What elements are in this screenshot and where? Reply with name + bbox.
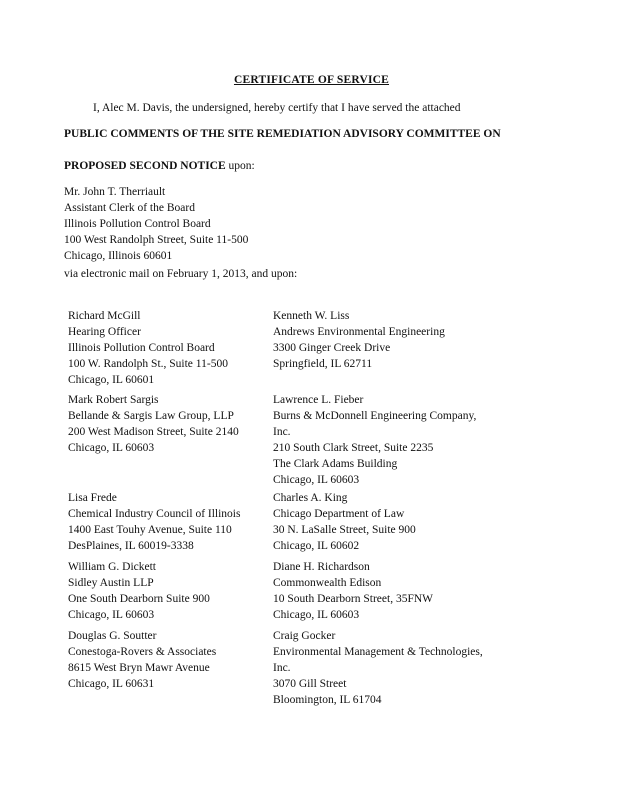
service-address-line: Craig Gocker	[273, 630, 336, 642]
service-address-line: Chicago, IL 60603	[68, 442, 155, 454]
service-address-line: 3300 Ginger Creek Drive	[273, 342, 391, 354]
service-address-line: Lisa Frede	[68, 492, 117, 504]
via-electronic-mail-text: via electronic mail on February 1, 2013, and upon:	[64, 268, 298, 280]
service-address-line: Hearing Officer	[68, 326, 141, 338]
service-address-block	[68, 308, 288, 388]
primary-recipient-address	[64, 184, 364, 264]
service-address-block	[68, 392, 288, 456]
service-address-line: Bloomington, IL 61704	[273, 694, 382, 706]
service-address-line: DesPlaines, IL 60019-3338	[68, 540, 194, 552]
service-address-line: Mark Robert Sargis	[68, 394, 159, 406]
service-address-line: 1400 East Touhy Avenue, Suite 110	[68, 524, 232, 536]
service-address-line: Richard McGill	[68, 310, 141, 322]
service-address-line: 3070 Gill Street	[273, 678, 347, 690]
service-address-line: 100 W. Randolph St., Suite 11-500	[68, 358, 228, 370]
service-address-block	[273, 490, 513, 554]
service-address-line: Douglas G. Soutter	[68, 630, 157, 642]
recipient-city: Chicago, Illinois 60601	[64, 250, 173, 262]
document-title-line2-block	[64, 158, 584, 174]
service-address-line: 30 N. LaSalle Street, Suite 900	[273, 524, 416, 536]
document-title-line2: PROPOSED SECOND NOTICE	[64, 160, 226, 172]
recipient-street: 100 West Randolph Street, Suite 11-500	[64, 234, 249, 246]
service-address-line: Chicago, IL 60603	[68, 609, 155, 621]
service-address-line: Kenneth W. Liss	[273, 310, 350, 322]
service-address-line: The Clark Adams Building	[273, 458, 398, 470]
service-address-line: 200 West Madison Street, Suite 2140	[68, 426, 239, 438]
service-address-line: Environmental Management & Technologies,	[273, 646, 483, 658]
recipient-name: Mr. John T. Therriault	[64, 186, 166, 198]
service-address-block	[68, 559, 288, 623]
service-address-line: Sidley Austin LLP	[68, 577, 154, 589]
service-address-line: Andrews Environmental Engineering	[273, 326, 445, 338]
service-address-block	[68, 628, 288, 692]
service-address-line: Burns & McDonnell Engineering Company,	[273, 410, 477, 422]
service-address-line: Chicago, IL 60602	[273, 540, 360, 552]
service-address-line: Chemical Industry Council of Illinois	[68, 508, 241, 520]
service-address-line: 8615 West Bryn Mawr Avenue	[68, 662, 210, 674]
service-address-line: 10 South Dearborn Street, 35FNW	[273, 593, 434, 605]
service-address-line: 210 South Clark Street, Suite 2235	[273, 442, 434, 454]
service-address-block	[273, 559, 513, 623]
service-address-line: Chicago Department of Law	[273, 508, 405, 520]
recipient-organization: Illinois Pollution Control Board	[64, 218, 211, 230]
service-address-line: Chicago, IL 60603	[273, 609, 360, 621]
document-title-line1: PUBLIC COMMENTS OF THE SITE REMEDIATION ADVISORY COMMITTEE ON	[64, 128, 501, 140]
service-address-line: Diane H. Richardson	[273, 561, 370, 573]
recipient-title: Assistant Clerk of the Board	[64, 202, 195, 214]
upon-text: upon:	[225, 160, 255, 172]
service-address-line: Lawrence L. Fieber	[273, 394, 364, 406]
service-address-line: Springfield, IL 62711	[273, 358, 373, 370]
service-address-line: Chicago, IL 60601	[68, 374, 155, 386]
service-address-block	[273, 392, 513, 488]
service-address-line: One South Dearborn Suite 900	[68, 593, 210, 605]
service-address-line: Illinois Pollution Control Board	[68, 342, 215, 354]
service-address-block	[273, 308, 513, 372]
service-address-block	[68, 490, 288, 554]
service-address-line: Chicago, IL 60603	[273, 474, 360, 486]
service-address-block	[273, 628, 513, 708]
service-address-line: Inc.	[273, 662, 291, 674]
intro-paragraph: I, Alec M. Davis, the undersigned, hereby certify that I have served the attached	[93, 102, 461, 114]
certificate-title: CERTIFICATE OF SERVICE	[233, 74, 390, 86]
service-address-line: Chicago, IL 60631	[68, 678, 155, 690]
service-address-line: Bellande & Sargis Law Group, LLP	[68, 410, 234, 422]
service-address-line: William G. Dickett	[68, 561, 157, 573]
service-address-line: Inc.	[273, 426, 291, 438]
service-address-line: Charles A. King	[273, 492, 348, 504]
service-address-line: Commonwealth Edison	[273, 577, 382, 589]
service-address-line: Conestoga-Rovers & Associates	[68, 646, 217, 658]
